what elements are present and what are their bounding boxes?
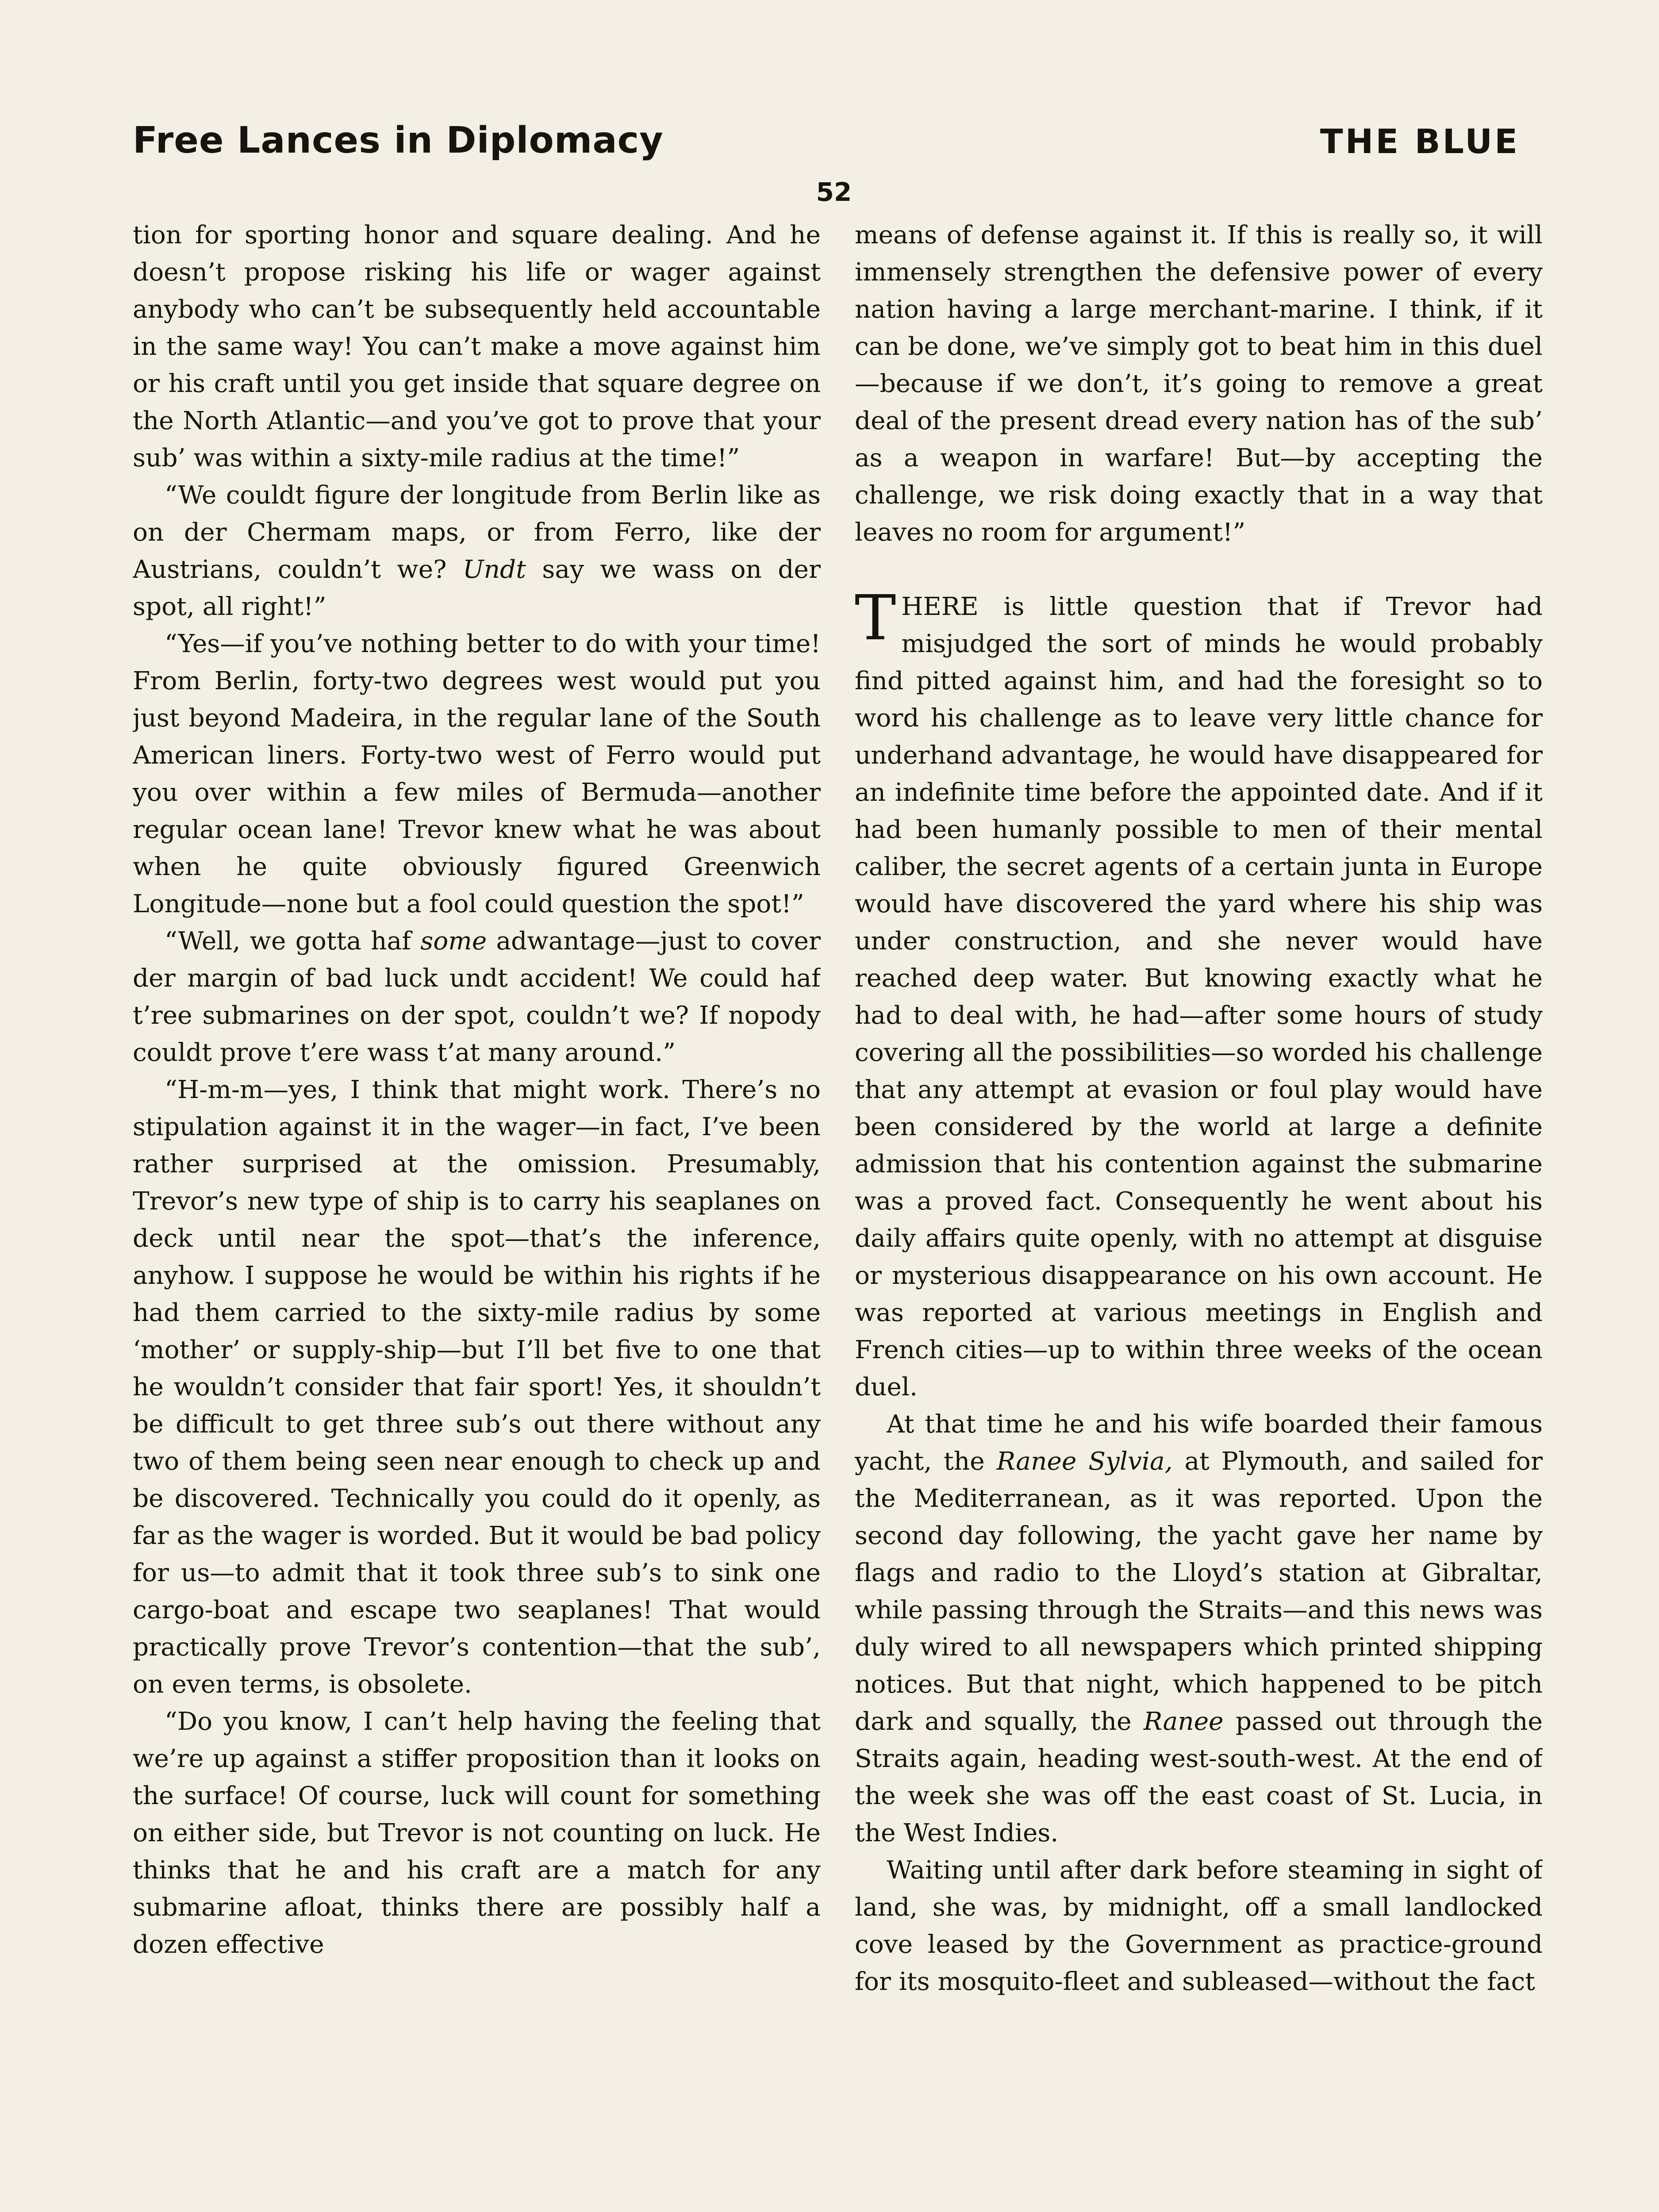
text-run: passed out through the Straits again, heading west-south-west. At the end of the week she was off the east coast of St. Lucia, in the West Indies.: [855, 1707, 1543, 1847]
text-run: “We couldt figure der longitude from Berlin like as on der Chermam maps, or from Ferro, like der Austrians, couldn’t we?: [133, 481, 821, 584]
text-run: At that time he and his wife boarded their famous yacht, the: [855, 1410, 1543, 1476]
paragraph: means of defense against it. If this is really so, it will immensely strengthen the defensive power of every nation having a large merchant-marine. I think, if it can be done, we’ve simply got to beat him in this duel—because if we don’t, it’s going to remove a great deal of the present dread every nation has of the sub’ as a weapon in warfare! But—by accepting the challenge, we risk doing exactly that in a way that leaves no room for argument!”: [855, 221, 1543, 547]
paragraph: Waiting until after dark before steaming in sight of land, she was, by midnight, off a small landlocked cove leased by the Government as practice-ground for its mosquito-fleet and subleased—without the fact: [855, 1856, 1543, 1996]
page-number: 52: [816, 177, 852, 207]
magazine-name: THE BLUE: [1320, 122, 1520, 161]
paragraph: [133, 923, 821, 1071]
paragraph: “Do you know, I can’t help having the feeling that we’re up against a stiffer proposition than it looks on the surface! Of course, luck will count for something on either side, but Trevor is not counting on luck. He thinks that he and his craft are a match for any submarine afloat, thinks there are possibly half a dozen effective: [133, 1707, 821, 1959]
paragraph: [855, 582, 1543, 1406]
paragraph: “Yes—if you’ve nothing better to do with your time! From Berlin, forty-two degrees west would put you just beyond Madeira, in the regular lane of the South American liners. Forty-two west of Ferro would put you over within a few miles of Bermuda—another regular ocean lane! Trevor knew what he was about when he quite obviously figured Greenwich Longitude—none but a fool could question the spot!”: [133, 630, 821, 918]
italic-word: Undt: [463, 555, 526, 584]
paragraph: [133, 477, 821, 626]
paragraph: “H-m-m—yes, I think that might work. There’s no stipulation against it in the wager—in fact, I’ve been rather surprised at the omission. Presumably, Trevor’s new type of ship is to carry his seaplanes on deck until near the spot—that’s the inference, anyhow. I suppose he would be within his rights if he had them carried to the sixty-mile radius by some ‘mother’ or supply-ship—but I’ll bet five to one that he wouldn’t consider that fair sport! Yes, it shouldn’t be difficult to get three sub’s out there without any two of them being seen near enough to check up and be discovered. Technically you could do it openly, as far as the wager is worded. But it would be bad policy for us—to admit that it took three sub’s to sink one cargo-boat and escape two seaplanes! That would practically prove Trevor’s contention—that the sub’, on even terms, is obsolete.: [133, 1075, 821, 1699]
text-run: HERE is little question that if Trevor had misjudged the sort of minds he would probably find pitted against him, and had the foresight so to word his challenge as to leave very little chance for underhand advantage, he would have disappeared for an indefinite time before the appointed date. And if it had been humanly possible to men of their mental caliber, the secret agents of a certain junta in Europe would have discovered the yard where his ship was under construction, and she never would have reached deep water. But knowing exactly what he had to deal with, he had—after some hours of study covering all the possibilities—so worded his challenge that any attempt at evasion or foul play would have been considered by the world at large a definite admission that his contention against the submarine was a proved fact. Consequently he went about his daily affairs quite openly, with no attempt at disguise or mysterious disappearance on his own account. He was reported at various meetings in English and French cities—up to within three weeks of the ocean duel.: [855, 592, 1543, 1402]
running-title: Free Lances in Diplomacy: [133, 119, 664, 161]
text-run: adwantage—just to cover der margin of bad luck undt accident! We could haf t’ree submarines on der spot, couldn’t we? If nopody couldt prove t’ere wass t’at many around.”: [133, 927, 821, 1067]
section-break: [855, 551, 1543, 588]
paragraph: [855, 1406, 1543, 1852]
ship-name: Ranee Sylvia,: [996, 1447, 1173, 1476]
italic-word: some: [420, 927, 487, 956]
paragraph: tion for sporting honor and square dealing. And he doesn’t propose risking his life or wager against anybody who can’t be subsequently held accountable in the same way! You can’t make a move against him or his craft until you get inside that square degree on the North Atlantic—and you’ve got to prove that your sub’ was within a sixty-mile radius at the time!”: [133, 221, 821, 472]
drop-cap: T: [855, 582, 896, 654]
text-run: say we wass on der spot, all right!”: [133, 555, 821, 621]
text-run: “Well, we gotta haf: [165, 927, 421, 956]
right-column: [855, 217, 1543, 2212]
text-run: at Plymouth, and sailed for the Mediterranean, as it was reported. Upon the second day following, the yacht gave her name by flags and radio to the Lloyd’s station at Gibraltar, while passing through the Straits—and this news was duly wired to all newspapers which printed shipping notices. But that night, which happened to be pitch dark and squally, the: [855, 1447, 1543, 1736]
ship-name: Ranee: [1143, 1707, 1224, 1736]
left-column: [133, 217, 821, 2212]
